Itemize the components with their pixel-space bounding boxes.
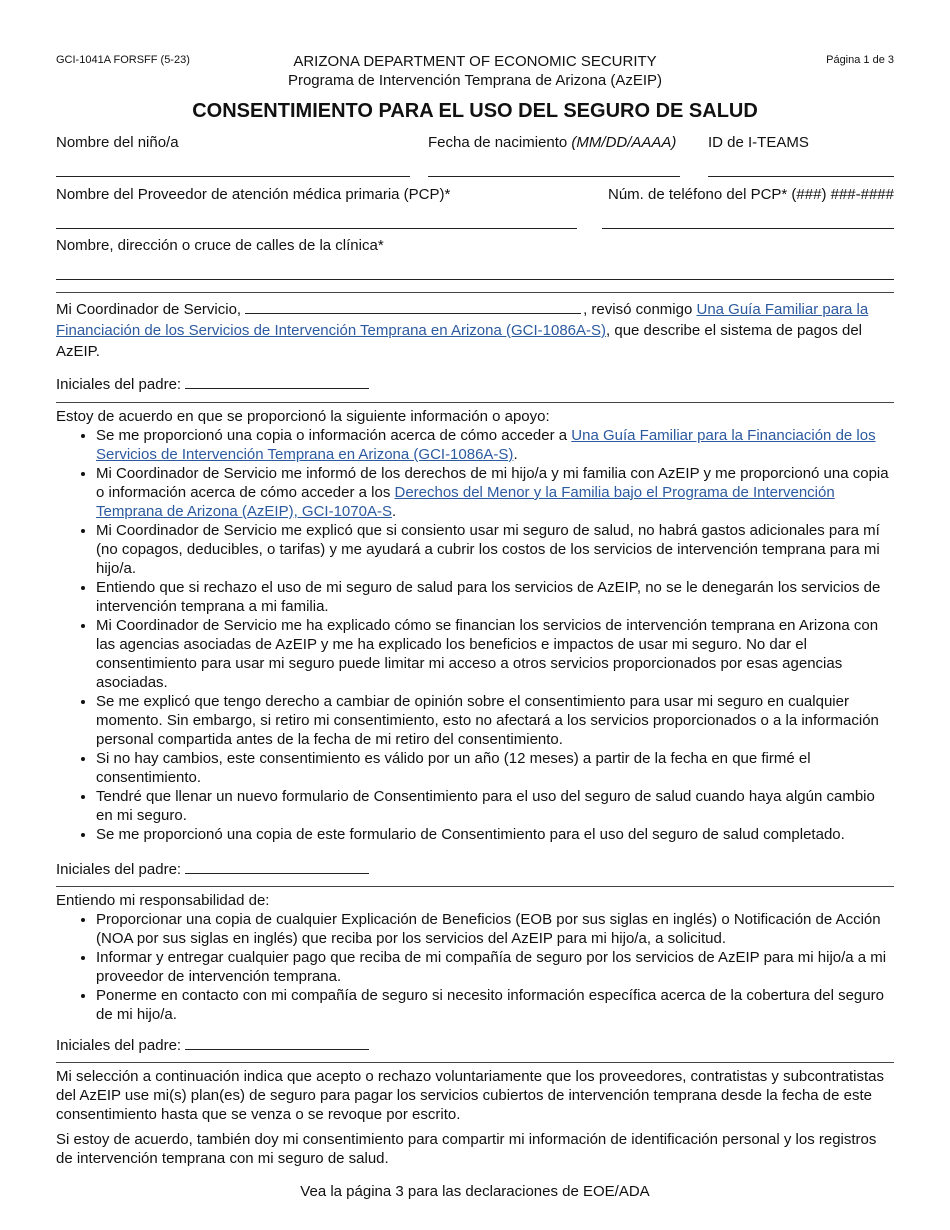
dob-format: (MM/DD/AAAA) bbox=[571, 134, 677, 151]
coordinator-name-field[interactable] bbox=[245, 299, 581, 314]
pcp-name-label: Nombre del Proveedor de atención médica primaria (PCP)* bbox=[56, 186, 451, 203]
list-item: • Se me proporcionó una copia o información acerca de cómo acceder a Una Guía Familiar para la Financiación de los Servicios de Intervención Temprana en Arizona (GCI-1086A-S). bbox=[96, 426, 894, 464]
list-item: • Se me proporcionó una copia de este formulario de Consentimiento para el uso del seguro de salud completado. bbox=[96, 825, 894, 844]
page-title: CONSENTIMIENTO PARA EL USO DEL SEGURO DE SALUD bbox=[192, 100, 758, 122]
initials-label: Iniciales del padre: bbox=[56, 376, 182, 393]
list-item: • Mi Coordinador de Servicio me explicó que si consiento usar mi seguro de salud, no habrá gastos adicionales para mí (no copagos, deducibles, o tarifas) y me ayudará a cubrir los costos de los servicios de intervención temprana para mi hijo/a. bbox=[96, 521, 894, 578]
responsibility-intro: Entiendo mi responsabilidad de: bbox=[56, 892, 270, 909]
agreement-b2-text: Mi Coordinador de Servicio me informó de los derechos de mi hijo/a y mi familia con AzEIP y me proporcionó una copia o información acerca de cómo acceder a los bbox=[96, 465, 889, 501]
list-item: • Mi Coordinador de Servicio me ha explicado cómo se financian los servicios de intervención temprana en Arizona con las agencias asociadas de AzEIP y me ha explicado los beneficios e impactos de usar mi seguro. No dar el consentimiento para usar mi seguro puede limitar mi acceso a otros servicios proporcionados por esas agencias asociadas. bbox=[96, 616, 894, 692]
divider bbox=[56, 292, 894, 293]
coordinator-middle: , revisó conmigo bbox=[583, 301, 697, 318]
dob-label-text: Fecha de nacimiento bbox=[428, 134, 572, 151]
form-code: GCI-1041A FORSFF (5-23) bbox=[56, 54, 190, 66]
selection-paragraph-2: Si estoy de acuerdo, también doy mi consentimiento para compartir mi información de identificación personal y los registros de intervención temprana con mi seguro de salud. bbox=[56, 1131, 877, 1167]
pcp-phone-label: Núm. de teléfono del PCP* (###) ###-#### bbox=[607, 186, 894, 203]
divider bbox=[56, 402, 894, 403]
list-item: • Informar y entregar cualquier pago que reciba de mi compañía de seguro por los servicios de AzEIP para mi hijo/a a mi proveedor de intervención temprana. bbox=[96, 948, 894, 986]
initials-field-3[interactable] bbox=[185, 1035, 369, 1050]
list-item: • Ponerme en contacto con mi compañía de seguro si necesito información específica acerca de la cobertura del seguro de mi hijo/a. bbox=[96, 986, 894, 1024]
initials-label: Iniciales del padre: bbox=[56, 861, 182, 878]
list-item: • Se me explicó que tengo derecho a cambiar de opinión sobre el consentimiento para usar mi seguro en cualquier momento. Sin embargo, si retiro mi consentimiento, esto no afectará a los servicios proporcionados o a la información personal compartida antes de la fecha de mi retiro del consentimiento. bbox=[96, 692, 894, 749]
initials-label: Iniciales del padre: bbox=[56, 1037, 182, 1054]
list-item: • Proporcionar una copia de cualquier Explicación de Beneficios (EOB por sus siglas en inglés) o Notificación de Acción (NOA por sus siglas en inglés) que reciba por los servicios del AzEIP para mi hijo/a, a solicitud. bbox=[96, 910, 894, 948]
responsibility-section bbox=[56, 891, 894, 1024]
list-item: • Mi Coordinador de Servicio me informó de los derechos de mi hijo/a y mi familia con AzEIP y me proporcionó una copia o información acerca de cómo acceder a los Derechos del Menor y la Familia bajo el Programa de Intervención Temprana de Arizona (AzEIP), GCI-1070A-S. bbox=[96, 464, 894, 521]
list-item: • Tendré que llenar un nuevo formulario de Consentimiento para el uso del seguro de salud cuando haya algún cambio en mi seguro. bbox=[96, 787, 894, 825]
iteams-id-label: ID de I-TEAMS bbox=[708, 134, 809, 151]
agreement-b1-text: Se me proporcionó una copia o información acerca de cómo acceder a bbox=[96, 427, 572, 444]
initials-2 bbox=[56, 859, 369, 878]
divider bbox=[56, 886, 894, 887]
coordinator-paragraph bbox=[56, 299, 894, 362]
agreement-intro: Estoy de acuerdo en que se proporcionó la siguiente información o apoyo: bbox=[56, 408, 550, 425]
child-name-field[interactable] bbox=[56, 176, 410, 177]
dob-label bbox=[428, 134, 676, 151]
program-name: Programa de Intervención Temprana de Arizona (AzEIP) bbox=[287, 72, 663, 89]
responsibility-list bbox=[56, 910, 894, 1024]
coordinator-suffix: , que describe el sistema de pagos del AzEIP. bbox=[56, 322, 863, 360]
agreement-list bbox=[56, 426, 894, 844]
clinic-field[interactable] bbox=[56, 279, 894, 280]
initials-field-2[interactable] bbox=[185, 859, 369, 874]
initials-field-1[interactable] bbox=[185, 374, 369, 389]
department-name: ARIZONA DEPARTMENT OF ECONOMIC SECURITY bbox=[293, 53, 657, 70]
family-guide-link[interactable]: Una Guía Familiar para la Financiación de los Servicios de Intervención Temprana en Arizona (GCI-1086A-S) bbox=[56, 301, 869, 339]
rights-link[interactable]: Derechos del Menor y la Familia bajo el Programa de Intervención Temprana de Arizona (AzEIP), GCI-1070A-S bbox=[96, 484, 835, 520]
list-item: • Entiendo que si rechazo el uso de mi seguro de salud para los servicios de AzEIP, no se le denegarán los servicios de intervención temprana a mi familia. bbox=[96, 578, 894, 616]
agreement-section bbox=[56, 407, 894, 844]
selection-paragraph-1: Mi selección a continuación indica que acepto o rechazo voluntariamente que los proveedores, contratistas y subcontratistas del AzEIP use mi(s) plan(es) de seguro para pagar los servicios cubiertos de intervención temprana desde la fecha de este consentimiento hasta que se venza o se revoque por escrito. bbox=[56, 1068, 884, 1123]
initials-1 bbox=[56, 374, 369, 393]
divider bbox=[56, 1062, 894, 1063]
footer-note: Vea la página 3 para las declaraciones de EOE/ADA bbox=[300, 1183, 650, 1200]
family-guide-link[interactable]: Una Guía Familiar para la Financiación de los Servicios de Intervención Temprana en Arizona (GCI-1086A-S) bbox=[96, 427, 876, 463]
clinic-label: Nombre, dirección o cruce de calles de la clínica* bbox=[56, 237, 384, 254]
iteams-id-field[interactable] bbox=[708, 176, 894, 177]
coordinator-prefix: Mi Coordinador de Servicio, bbox=[56, 301, 242, 318]
page-number: Página 1 de 3 bbox=[826, 54, 894, 66]
child-name-label: Nombre del niño/a bbox=[56, 134, 179, 151]
dob-field[interactable] bbox=[428, 176, 680, 177]
pcp-name-field[interactable] bbox=[56, 228, 577, 229]
initials-3 bbox=[56, 1035, 369, 1054]
list-item: • Si no hay cambios, este consentimiento es válido por un año (12 meses) a partir de la fecha en que firmé el consentimiento. bbox=[96, 749, 894, 787]
pcp-phone-field[interactable] bbox=[602, 228, 894, 229]
